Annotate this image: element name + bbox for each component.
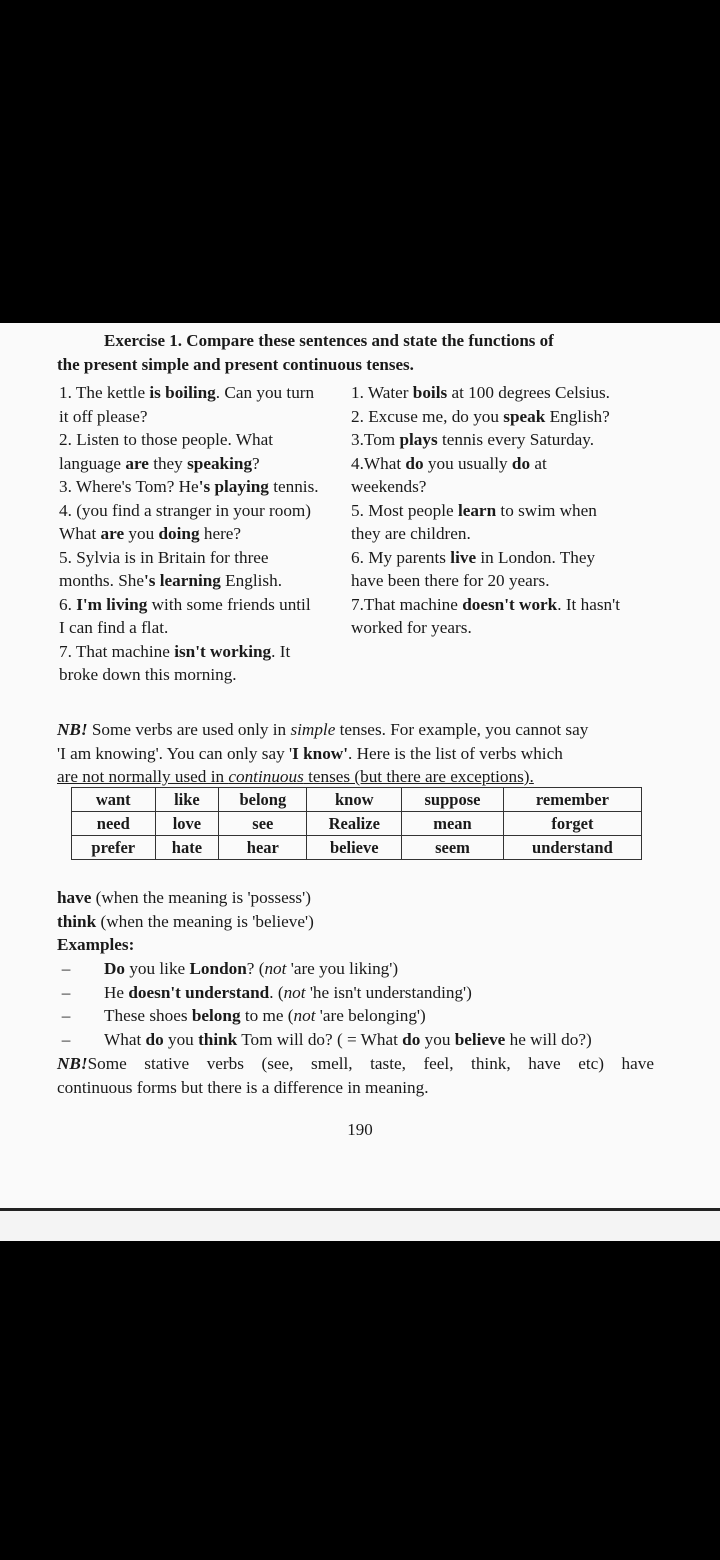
- left-sentence-line: [59, 522, 344, 546]
- left-sentence-line: [59, 663, 344, 687]
- text-run: ? (: [246, 959, 265, 978]
- verb-row: [72, 836, 642, 860]
- text-run: . Here is the list of verbs which: [348, 743, 563, 763]
- note-line: [57, 886, 314, 910]
- left-sentence-line: [59, 593, 344, 617]
- example-line: [104, 957, 398, 981]
- text-run: English.: [220, 571, 282, 590]
- text-run: . It hasn't: [557, 594, 621, 614]
- right-sentence-line: [351, 616, 651, 640]
- text-run: Some verbs are used only in: [87, 720, 291, 739]
- verb-cell: mean: [402, 812, 504, 836]
- exercise-title-line-1: Exercise 1. Compare these sentences and state the functions of: [104, 331, 554, 350]
- text-run: do: [511, 453, 531, 473]
- nb-line: [57, 765, 588, 789]
- text-run: 6.: [59, 594, 77, 614]
- note-line: [57, 910, 314, 934]
- text-run: do: [402, 1029, 421, 1049]
- text-run: at: [530, 453, 547, 473]
- text-run: speaking: [187, 453, 253, 473]
- text-run: 3.Tom: [351, 430, 400, 449]
- text-run: 's playing: [198, 477, 269, 496]
- right-sentence-line: [351, 593, 651, 617]
- nb-line: [57, 742, 588, 766]
- text-run: continuous forms but there is a difference in meaning.: [57, 1077, 429, 1097]
- text-run: tenses. For example, you cannot say: [335, 720, 589, 739]
- text-run: 's learning: [144, 571, 221, 590]
- text-run: isn't working: [174, 641, 272, 661]
- example-line: [104, 981, 472, 1005]
- example-line: [104, 1004, 426, 1028]
- text-run: you: [163, 1029, 199, 1049]
- next-page-edge: [0, 1208, 720, 1241]
- notes: [57, 886, 314, 957]
- left-column: [59, 381, 344, 687]
- text-run: . (: [269, 982, 284, 1002]
- text-run: 'are belonging'): [315, 1006, 426, 1025]
- text-run: He: [104, 982, 129, 1002]
- text-run: These shoes: [104, 1006, 192, 1025]
- left-sentence-line: [59, 569, 344, 593]
- right-sentence-line: [351, 381, 651, 405]
- text-run: think: [198, 1029, 238, 1049]
- text-run: tennis.: [268, 477, 319, 496]
- text-run: 'are you liking'): [286, 959, 399, 978]
- text-run: belong: [191, 1006, 241, 1025]
- text-run: English?: [545, 406, 610, 426]
- text-run: is boiling: [149, 383, 216, 402]
- text-run: London: [189, 959, 247, 978]
- text-run: doesn't understand: [128, 982, 270, 1002]
- document-page: [0, 323, 720, 1208]
- verb-cell: hear: [219, 836, 307, 860]
- note-line: [57, 933, 314, 957]
- text-run: months. She: [59, 571, 144, 590]
- verb-row: [72, 812, 642, 836]
- final-nb-line: [57, 1052, 654, 1076]
- bullet-dash: –: [61, 1029, 71, 1049]
- text-run: 1. The kettle: [59, 383, 150, 402]
- text-run: (when the meaning is 'believe'): [96, 911, 314, 931]
- text-run: he will do?): [505, 1029, 592, 1049]
- page-number: 190: [347, 1120, 373, 1139]
- text-run: doesn't work: [462, 594, 558, 614]
- text-run: have: [57, 888, 92, 907]
- text-run: broke down this morning.: [59, 665, 237, 684]
- text-run: Examples:: [57, 935, 135, 954]
- text-run: you like: [125, 959, 190, 978]
- text-run: do: [405, 453, 424, 473]
- text-run: they are children.: [351, 524, 471, 543]
- left-sentence-line: [59, 640, 344, 664]
- text-run: you: [420, 1029, 455, 1049]
- text-run: Some stative verbs (see, smell, taste, feel, think, have etc) have: [87, 1054, 654, 1073]
- text-run: weekends?: [351, 477, 427, 496]
- text-run: . It: [271, 641, 291, 661]
- right-column: [351, 381, 651, 640]
- text-run: 5. Most people: [351, 500, 458, 520]
- verb-table: [71, 787, 642, 860]
- text-run: it off please?: [59, 406, 148, 426]
- verb-cell: forget: [503, 812, 641, 836]
- text-run: 5. Sylvia is in Britain for three: [59, 547, 269, 567]
- text-run: continuous: [228, 767, 304, 786]
- text-run: are not normally used in: [57, 767, 229, 786]
- text-run: plays: [399, 430, 438, 449]
- verb-cell: love: [155, 812, 219, 836]
- right-sentence-line: [351, 428, 651, 452]
- right-sentence-line: [351, 499, 651, 523]
- text-run: learn: [457, 500, 497, 520]
- text-run: What: [104, 1029, 146, 1049]
- verb-cell: know: [307, 788, 402, 812]
- verb-cell: suppose: [402, 788, 504, 812]
- text-run: not: [293, 1006, 316, 1025]
- right-sentence-line: [351, 522, 651, 546]
- verb-cell: Realize: [307, 812, 402, 836]
- left-sentence-line: [59, 381, 344, 405]
- right-sentence-line: [351, 475, 651, 499]
- bullet-dash: –: [61, 1006, 71, 1025]
- text-run: 1. Water: [351, 383, 413, 402]
- verb-cell: prefer: [72, 836, 156, 860]
- left-sentence-line: [59, 499, 344, 523]
- text-run: simple: [290, 720, 336, 739]
- text-run: 3. Where's Tom? He: [59, 477, 199, 496]
- left-sentence-line: [59, 616, 344, 640]
- text-run: with some friends until: [147, 594, 311, 614]
- text-run: . Can you turn: [215, 383, 315, 402]
- text-run: 2. Listen to those people. What: [59, 430, 274, 449]
- nb-line: [57, 718, 588, 742]
- verb-cell: need: [72, 812, 156, 836]
- text-run: worked for years.: [351, 618, 472, 637]
- text-run: Tom will do? ( = What: [237, 1029, 403, 1049]
- verb-cell: like: [155, 788, 219, 812]
- text-run: Do: [104, 959, 126, 978]
- text-run: live: [450, 547, 477, 567]
- text-run: to swim when: [496, 500, 597, 520]
- text-run: speak: [503, 406, 546, 426]
- text-run: do: [145, 1029, 164, 1049]
- left-sentence-line: [59, 546, 344, 570]
- text-run: boils: [412, 383, 448, 402]
- verb-cell: seem: [402, 836, 504, 860]
- text-run: 2. Excuse me, do you: [351, 406, 504, 426]
- nb-paragraph: [57, 718, 588, 789]
- left-sentence-line: [59, 405, 344, 429]
- text-run: not: [264, 959, 287, 978]
- text-run: (when the meaning is 'possess'): [91, 888, 311, 907]
- text-run: are: [100, 524, 125, 543]
- verb-cell: want: [72, 788, 156, 812]
- right-sentence-line: [351, 569, 651, 593]
- text-run: NB!: [57, 1054, 88, 1073]
- bullet-dash: –: [61, 982, 71, 1002]
- text-run: you: [124, 524, 159, 543]
- verb-cell: believe: [307, 836, 402, 860]
- text-run: 4.What: [351, 453, 406, 473]
- text-run: you usually: [423, 453, 512, 473]
- right-sentence-line: [351, 546, 651, 570]
- text-run: 4. (you find a stranger in your room): [59, 500, 312, 520]
- example-line: [104, 1028, 592, 1052]
- text-run: ?: [252, 453, 260, 473]
- text-run: I'm living: [76, 594, 148, 614]
- right-sentence-line: [351, 405, 651, 429]
- text-run: tennis every Saturday.: [437, 430, 595, 449]
- text-run: 6. My parents: [351, 547, 451, 567]
- text-run: 7.That machine: [351, 594, 463, 614]
- right-sentence-line: [351, 452, 651, 476]
- text-run: I can find a flat.: [59, 618, 169, 637]
- verb-cell: belong: [219, 788, 307, 812]
- verb-row: [72, 788, 642, 812]
- text-run: are: [125, 453, 149, 473]
- text-run: at 100 degrees Celsius.: [447, 383, 610, 402]
- text-run: 7. That machine: [59, 641, 175, 661]
- verb-cell: remember: [503, 788, 641, 812]
- bullet-dash: –: [61, 959, 71, 978]
- text-run: NB!: [57, 720, 88, 739]
- text-run: 'he isn't understanding'): [305, 982, 472, 1002]
- left-sentence-line: [59, 428, 344, 452]
- text-run: tenses (but there are exceptions).: [303, 767, 534, 786]
- final-nb-paragraph: [57, 1052, 654, 1099]
- text-run: doing: [158, 524, 200, 543]
- exercise-title-line-2: the present simple and present continuous tenses.: [57, 355, 414, 374]
- text-run: I know': [292, 743, 348, 763]
- text-run: in London. They: [476, 547, 596, 567]
- text-run: language: [59, 453, 126, 473]
- text-run: they: [148, 453, 188, 473]
- text-run: 'I am knowing'. You can only say ': [57, 743, 293, 763]
- text-run: to me (: [240, 1006, 294, 1025]
- left-sentence-line: [59, 475, 344, 499]
- text-run: not: [283, 982, 306, 1002]
- text-run: believe: [454, 1029, 506, 1049]
- text-run: think: [57, 911, 97, 931]
- text-run: here?: [199, 524, 242, 543]
- text-run: What: [59, 524, 101, 543]
- verb-cell: see: [219, 812, 307, 836]
- verb-cell: understand: [503, 836, 641, 860]
- final-nb-line: [57, 1076, 654, 1100]
- left-sentence-line: [59, 452, 344, 476]
- examples-list: [0, 957, 720, 1057]
- verb-cell: hate: [155, 836, 219, 860]
- text-run: have been there for 20 years.: [351, 571, 550, 590]
